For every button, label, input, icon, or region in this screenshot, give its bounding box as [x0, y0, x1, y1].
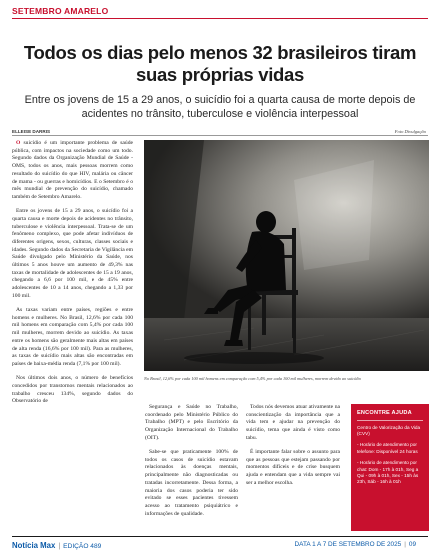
article-column-3 [246, 404, 340, 531]
footer-date: DATA 1 A 7 DE SETEMBRO DE 2025 | 09 [294, 541, 416, 548]
paragraph: Sabe-se que praticamente 100% de todos os casos de suicídio estavam relacionados às doenças mentais, principalmente não diagnosticadas ou tratadas incorretamente. Dessa forma, a maioria dos casos poderia ter sido evitado se esses pacientes tivessem acesso ao tratamento psiquiátrico e informações de qualidade. [145, 449, 238, 517]
paragraph: As taxas variam entre países, regiões e entre homens e mulheres. No Brasil, 12,6% por cada 100 mil homens em comparação com 5,4% por cada 100 mil mulheres, morrem devido ao suicídio. As taxas entre os homens são geralmente mais altas em países de alta renda (16,6% por 100 mil). Para as mulheres, as taxas de suicídio mais altas são encontradas em países de baixa-média renda (7,1% por 100 mil). [12, 307, 133, 367]
photo-credit: Foto Divulgação [394, 129, 426, 134]
help-box-text [351, 421, 429, 486]
article-column-1 [12, 140, 133, 530]
help-box-line: - Horário de atendimento por telefone: Disponível 24 horas [357, 442, 418, 454]
article-photo [144, 140, 429, 371]
help-box-line: - Horário de atendimento por chat: Dom - 17h à 01h, Seg a Qui - 09h à 01h, Sex - 15h às 23h, Sáb - 16h à 01h [357, 460, 419, 485]
headline: Todos os dias pelo menos 32 brasileiros tiram suas próprias vidas [23, 42, 417, 85]
article-column-2 [145, 404, 238, 531]
paragraph: Nos últimos dois anos, o número de benefícios concedidos por transtornos mentais relacionados ao trabalho cresceu 134%, segundo dados do Observatório de [12, 375, 133, 405]
footer: Notícia Max | EDIÇÃO 489 DATA 1 A 7 DE SETEMBRO DE 2025 | 09 [12, 541, 416, 550]
paragraph: Entre os jovens de 15 a 29 anos, o suicídio foi a quarta causa e morte depois de acidentes no trânsito, tuberculose e violência interpessoal. Trata-se de um fenômeno complexo, que pode afetar indivíduos de diferentes origens, sexos, culturas, classes sociais e idades. Segundo dados da Secretaria de Vigilância em Saúde divulgado pelo Ministério da Saúde, nos últimos 5 anos houve um aumento de 49,3% nas taxas de mortalidade de adolescentes de 15 a 19 anos, chegando a 6,6 por 100 mil, e de 45% entre adolescentes de 10 a 14 anos, chegando a 1,33 por 100 mil. [12, 208, 133, 299]
help-box [351, 404, 429, 531]
photo-caption: No Brasil, 12,6% por cada 100 mil homens em comparação com 5,4% por cada 100 mil mulheres, morrem devido ao suicídio [144, 376, 361, 381]
paragraph: Segurança e Saúde no Trabalho, coordenado pelo Ministério Público do Trabalho (MPT) e pelo Escritório da Organização Internacional do Trabalho (OIT). [145, 404, 238, 441]
byline-rule [12, 135, 428, 136]
footer-rule [12, 536, 428, 537]
page-number: 09 [408, 541, 416, 548]
paragraph: Todos nós devemos atuar ativamente na conscientização da importância que a vida tem e ajudar na prevenção do suicídio, tema que ainda é visto como tabu. [246, 404, 340, 441]
paragraph: O suicídio é um importante problema de saúde pública, com impactos na sociedade como um todo. Segundo dados da Organização Mundial de Saúde - OMS, todos os anos, mais pessoas morrem como resultado do suicídio do que HIV, malária ou câncer de mama - ou guerras e homicídios. E o Setembro é o mês mundial de prevenção do suicídio, chamado também de Setembro Amarelo. [12, 140, 133, 200]
help-box-line: Centro de Valorização da Vida (CVV) [357, 424, 421, 436]
section-label: SETEMBRO AMARELO [12, 6, 109, 16]
byline: ELLEISE DARRIS [12, 129, 51, 134]
subheadline: Entre os jovens de 15 a 29 anos, o suicídio foi a quarta causa de morte depois de acidentes no trânsito, tuberculose e violência interpessoal [24, 94, 416, 120]
edition-number: EDIÇÃO 489 [63, 543, 102, 550]
help-box-title: ENCONTRE AJUDA [357, 410, 412, 416]
man-sitting-on-chair-illustration [144, 140, 429, 371]
issue-date: DATA 1 A 7 DE SETEMBRO DE 2025 [294, 541, 402, 548]
paragraph: É importante falar sobre o assunto para que as pessoas que estejam passando por momentos difíceis e de crise busquem ajuda e entendam que a vida sempre vai ser a melhor escolha. [246, 449, 340, 486]
publication-name: Notícia Max [12, 541, 56, 550]
section-rule [12, 18, 428, 19]
